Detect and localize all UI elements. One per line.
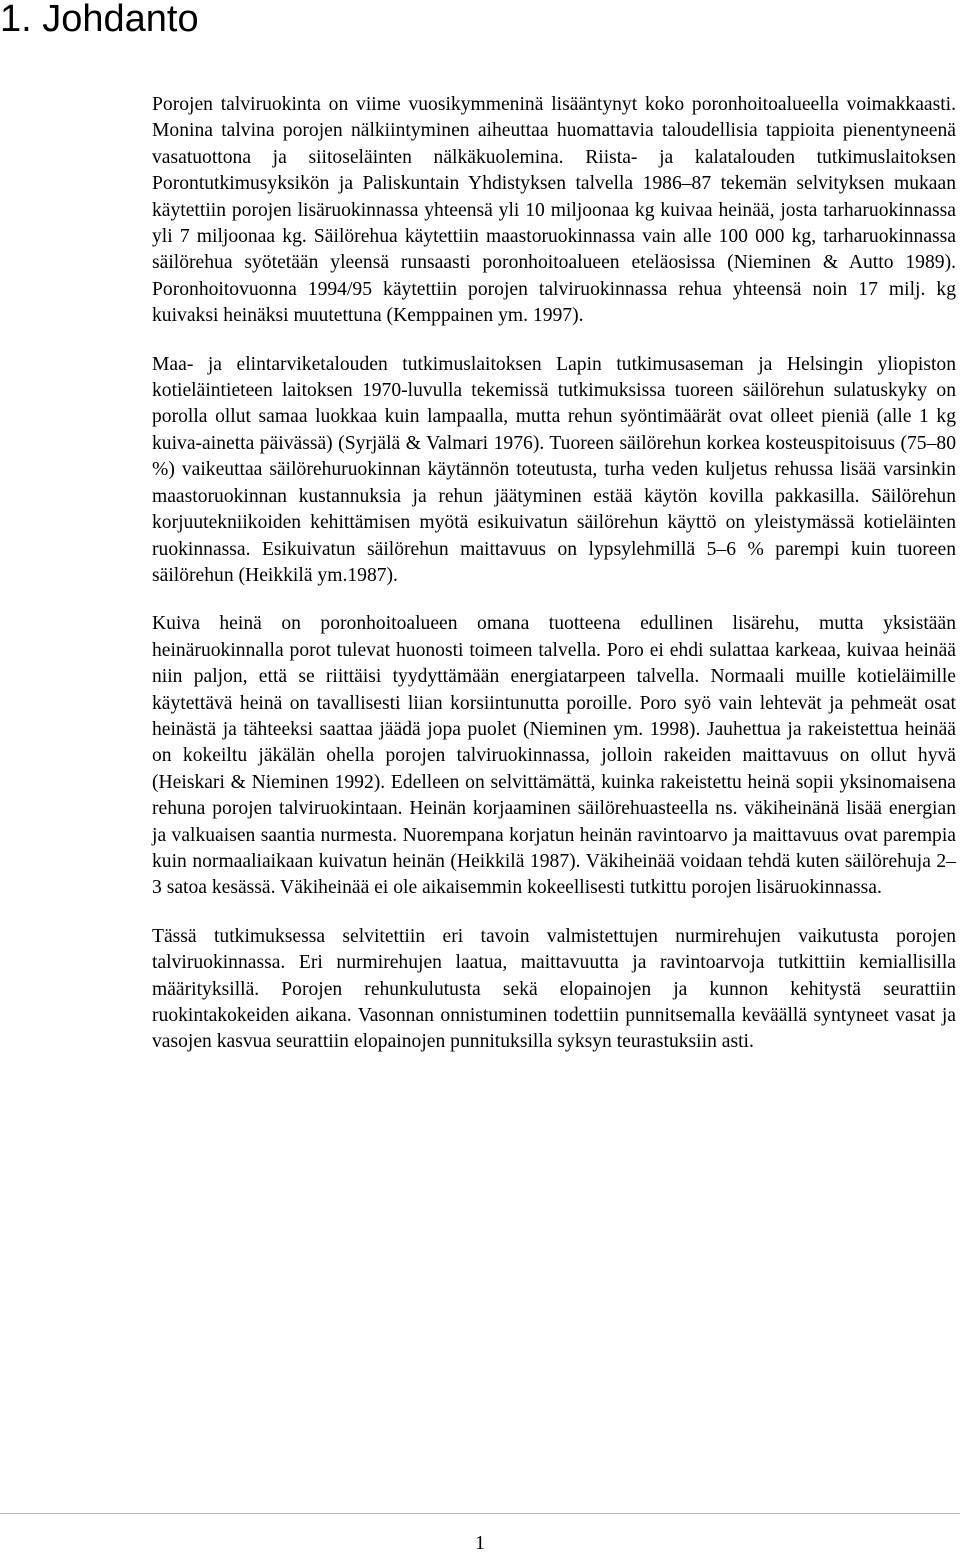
paragraph-4: Tässä tutkimuksessa selvitettiin eri tavoin valmistettujen nurmirehujen vaikutusta porojen talviruokinnassa. Eri nurmirehujen laatua, maittavuutta ja ravintoarvoja tutkittiin kemiallisilla määrityksillä. Porojen rehunkulutusta sekä elopainojen ja kunnon kehitystä seurattiin ruokintakokeiden aikana. Vasonnan onnistuminen todettiin punnitsemalla keväällä syntyneet vasat ja vasojen kasvua seurattiin elopainojen punnituksilla syksyn teurastuksiin asti.	[152, 925, 956, 1053]
paragraph-1: Porojen talviruokinta on viime vuosikymmeninä lisääntynyt koko poronhoitoalueella voimakkaasti. Monina talvina porojen nälkiintyminen aiheuttaa huomattavia taloudellisia tappioita pienentyneenä vasatuottona ja siitoseläinten nälkäkuolemina. Riista- ja kalatalouden tutkimuslaitoksen Porontutkimusyksikön ja Paliskuntain Yhdistyksen talvella 1986–87 tekemän selvityksen mukaan käytettiin porojen lisäruokinnassa yhteensä yli 10 miljoonaa kg kuivaa heinää, josta tarharuokinnassa yli 7 miljoonaa kg. Säilörehua käytettiin maastoruokinnassa vain alle 100 000 kg, tarharuokinnassa säilörehua syötetään yleensä runsaasti poronhoitoalueen eteläosissa (Nieminen & Autto 1989). Poronhoitovuonna 1994/95 käytettiin porojen talviruokinnassa rehua yhteensä noin 17 milj. kg kuivaksi heinäksi muutettuna (Kemppainen ym. 1997).	[152, 94, 956, 327]
page-number: 1	[475, 1532, 485, 1554]
footer-divider	[0, 1513, 960, 1514]
document-body	[152, 92, 956, 1056]
paragraph-2: Maa- ja elintarviketalouden tutkimuslaitoksen Lapin tutkimusaseman ja Helsingin yliopiston kotieläintieteen laitoksen 1970-luvulla tekemissä tutkimuksissa tuoreen säilörehun sulatuskyky on porolla ollut samaa luokkaa kuin lampaalla, mutta rehun syöntimäärät ovat olleet pieniä (alle 1 kg kuiva-ainetta päivässä) (Syrjälä & Valmari 1976). Tuoreen säilörehun korkea kosteuspitoisuus (75–80 %) vaikeuttaa säilörehuruokinnan käytännön toteutusta, turha veden kuljetus rehussa lisää varsinkin maastoruokinnan kustannuksia ja rehun jäätyminen estää käytön kovilla pakkasilla. Säilörehun korjuutekniikoiden kehittämisen myötä esikuivatun säilörehun käyttö on yleistymässä kotieläinten ruokinnassa. Esikuivatun säilörehun maittavuus on lypsylehmillä 5–6 % parempi kuin tuoreen säilörehun (Heikkilä ym.1987).	[152, 353, 956, 586]
paragraph-3: Kuiva heinä on poronhoitoalueen omana tuotteena edullinen lisärehu, mutta yksistään heinäruokinnalla porot tulevat huonosti toimeen talvella. Poro ei ehdi sulattaa karkeaa, kuivaa heinää niin paljon, että se riittäisi tyydyttämään energiatarpeen talvella. Normaali muille kotieläimille käytettävä heinä on tavallisesti liian korsiintunutta poroille. Poro syö vain lehtevät ja pehmeät osat heinästä ja tähteeksi saattaa jäädä jopa puolet (Nieminen ym. 1998). Jauhettua ja rakeistettua heinää on kokeiltu jäkälän ohella porojen talviruokinnassa, jolloin rakeiden maittavuus on ollut hyvä (Heiskari & Nieminen 1992). Edelleen on selvittämättä, kuinka rakeistettu heinä sopii yksinomaisena rehuna porojen talviruokintaan. Heinän korjaaminen säilörehuasteella ns. väkiheinänä lisää energian ja valkuaisen saantia nurmesta. Nuorempana korjatun heinän ravintoarvo ja maittavuus ovat parempia kuin normaaliaikaan kuivatun heinän (Heikkilä 1987). Väkiheinää voidaan tehdä kuten säilörehuja 2–3 satoa kesässä. Väkiheinää ei ole aikaisemmin kokeellisesti tutkittu porojen lisäruokinnassa.	[152, 613, 956, 899]
chapter-heading: 1. Johdanto	[0, 0, 199, 40]
